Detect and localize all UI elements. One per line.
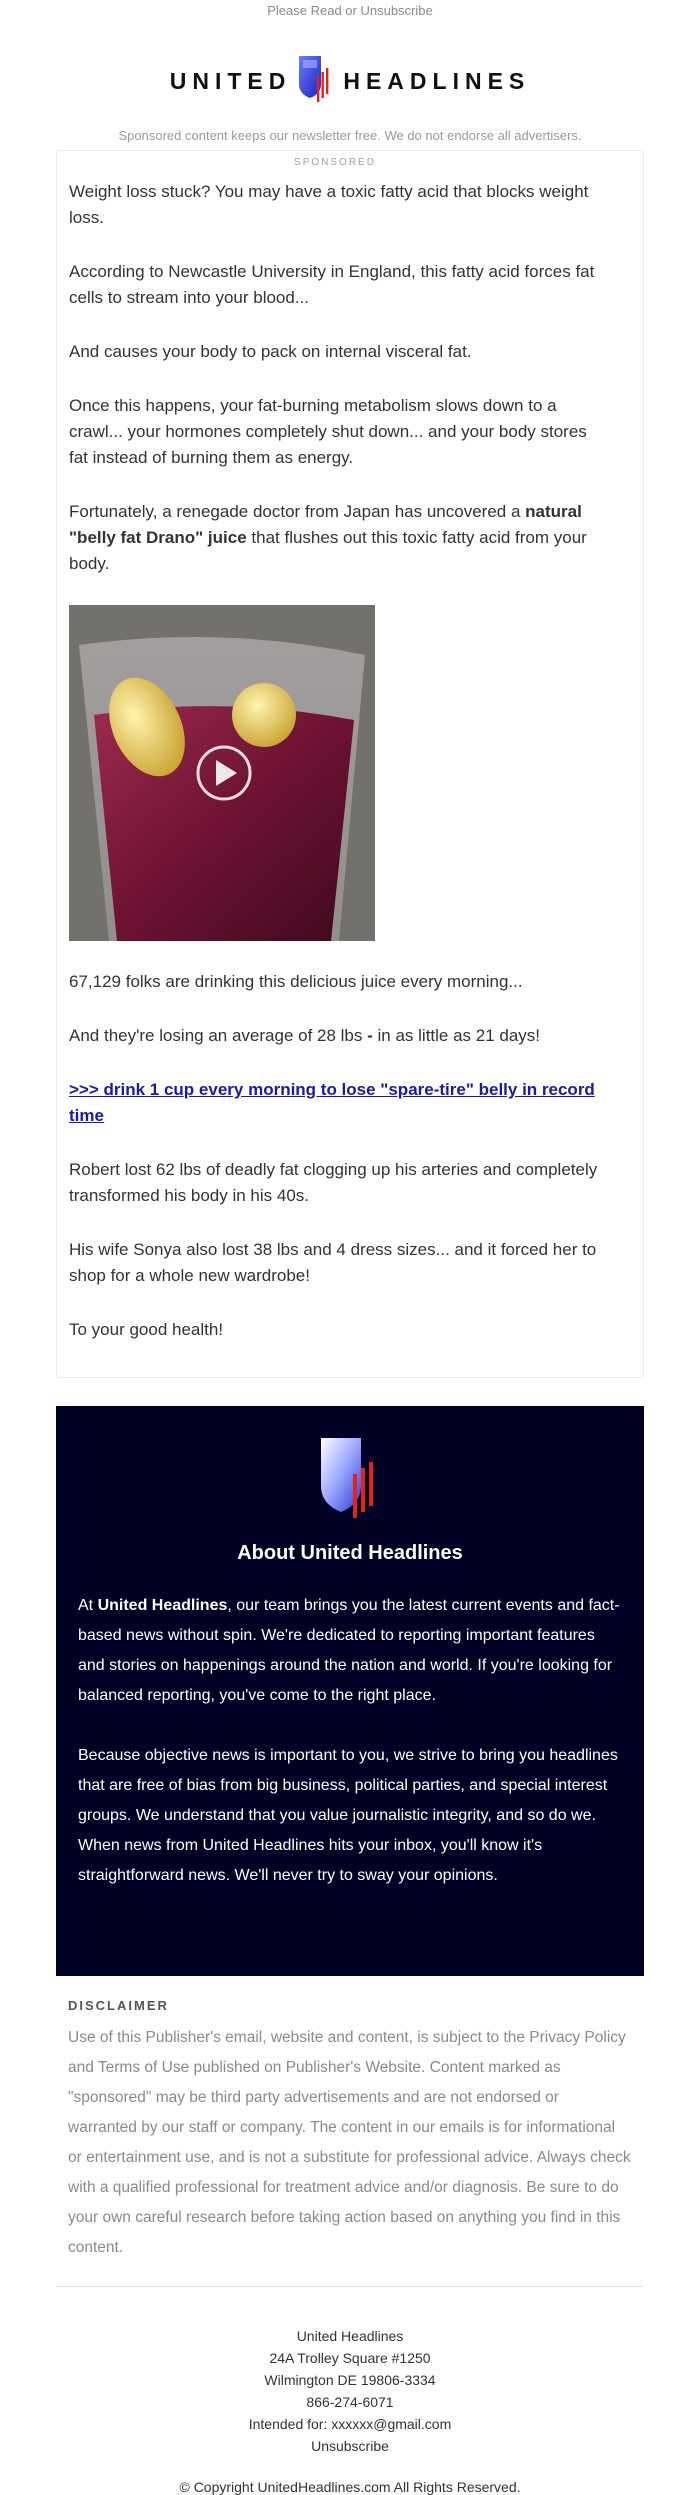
ad-paragraph-10: To your good health! xyxy=(69,1320,224,1339)
unsubscribe-link[interactable]: Unsubscribe xyxy=(311,2438,389,2454)
ad-paragraph-4: Once this happens, your fat-burning metabolism slows down to a crawl... your hormones completely shut down... and your body stores fat instead of burning them as energy. xyxy=(69,396,587,467)
ad-paragraph-5-tail: that flushes out this toxic fatty acid from your body. xyxy=(69,528,587,573)
preheader xyxy=(0,0,700,20)
ad-paragraph-5-text: Fortunately, a renegade doctor from Japan has uncovered a xyxy=(69,502,526,521)
disclaimer-section xyxy=(68,1998,632,2268)
ad-paragraph-5-bold: natural "belly fat Drano" juice xyxy=(69,502,582,547)
footer-divider xyxy=(56,2286,644,2287)
disclaimer-body: Use of this Publisher's email, website and content, is subject to the Privacy Policy and Terms of Use published on Publisher's Website. Content marked as "sponsored" may be third party advertisements and are not endorsed or warranted by our staff or company. The content in our emails is for informational or entertainment use, and is not a substitute for professional advice. Always check with a qualified professional for treatment advice and/or diagnosis. Be sure to do your own careful research before taking action based on anything you find in this content. xyxy=(68,2029,631,2256)
sponsored-ad-card xyxy=(56,150,644,1378)
about-paragraph-1-tail: , our team brings you the latest current events and fact-based news without spin. We're dedicated to reporting important features and stories on happenings around the nation and world. If you're looking for balanced reporting, you've come to the right place. xyxy=(78,1597,620,1704)
footer-address-line-1: 24A Trolley Square #1250 xyxy=(269,2350,431,2366)
about-paragraph-1-bold: United Headlines xyxy=(97,1597,228,1614)
about-title: About United Headlines xyxy=(237,1542,463,1564)
ad-paragraph-5 xyxy=(69,499,601,577)
about-paragraph-1 xyxy=(78,1591,622,1711)
sponsored-tag: SPONSORED xyxy=(294,157,376,168)
masthead-word-right: HEADLINES xyxy=(343,67,531,94)
copyright: © Copyright UnitedHeadlines.com All Rights Reserved. xyxy=(179,2479,521,2495)
footer-phone: 866-274-6071 xyxy=(306,2394,394,2410)
disclaimer-title: DISCLAIMER xyxy=(68,1998,169,2013)
about-paragraph-1-text: At xyxy=(78,1597,98,1614)
footer-company: United Headlines xyxy=(296,2328,404,2344)
ad-paragraph-7-bold: - xyxy=(367,1026,373,1045)
ad-paragraph-7-text: And they're losing an average of 28 lbs xyxy=(69,1026,368,1045)
about-paragraph-2: Because objective news is important to you, we strive to bring you headlines that are free of bias from big business, political parties, and special interest groups. We understand that you value journalistic integrity, and so do we. When news from United Headlines hits your inbox, you'll know it's straightforward news. We'll never try to sway your opinions. xyxy=(78,1747,618,1884)
masthead xyxy=(0,42,700,120)
masthead-word-left: UNITED xyxy=(169,67,292,94)
ad-paragraph-7-tail: in as little as 21 days! xyxy=(372,1026,541,1045)
ad-paragraph-2: According to Newcastle University in England, this fatty acid forces fat cells to stream into your blood... xyxy=(69,262,595,307)
sponsor-notice: Sponsored content keeps our newsletter free. We do not endorse all advertisers. xyxy=(118,128,582,143)
ad-paragraph-7 xyxy=(69,1023,601,1049)
footer-address-line-2: Wilmington DE 19806-3334 xyxy=(264,2372,436,2388)
footer-address xyxy=(0,2325,700,2457)
ad-paragraph-1: Weight loss stuck? You may have a toxic fatty acid that blocks weight loss. xyxy=(69,182,589,227)
footer-intended: Intended for: xxxxxx@gmail.com xyxy=(248,2416,452,2432)
ad-paragraph-9: His wife Sonya also lost 38 lbs and 4 dress sizes... and it forced her to shop for a whole new wardrobe! xyxy=(69,1240,597,1285)
juice-video-thumbnail[interactable] xyxy=(69,605,375,941)
ad-paragraph-8: Robert lost 62 lbs of deadly fat clogging up his arteries and completely transformed his body in his 40s. xyxy=(69,1160,598,1205)
ad-paragraph-3: And causes your body to pack on internal visceral fat. xyxy=(69,342,472,361)
about-section xyxy=(56,1406,644,1976)
united-headlines-shield-icon xyxy=(297,54,333,109)
preheader-link[interactable]: Please Read or Unsubscribe xyxy=(267,3,433,18)
united-headlines-emblem-icon xyxy=(78,1434,622,1522)
cta-link[interactable]: >>> drink 1 cup every morning to lose "spare-tire" belly in record time xyxy=(69,1080,595,1125)
ad-paragraph-6: 67,129 folks are drinking this delicious juice every morning... xyxy=(69,972,523,991)
